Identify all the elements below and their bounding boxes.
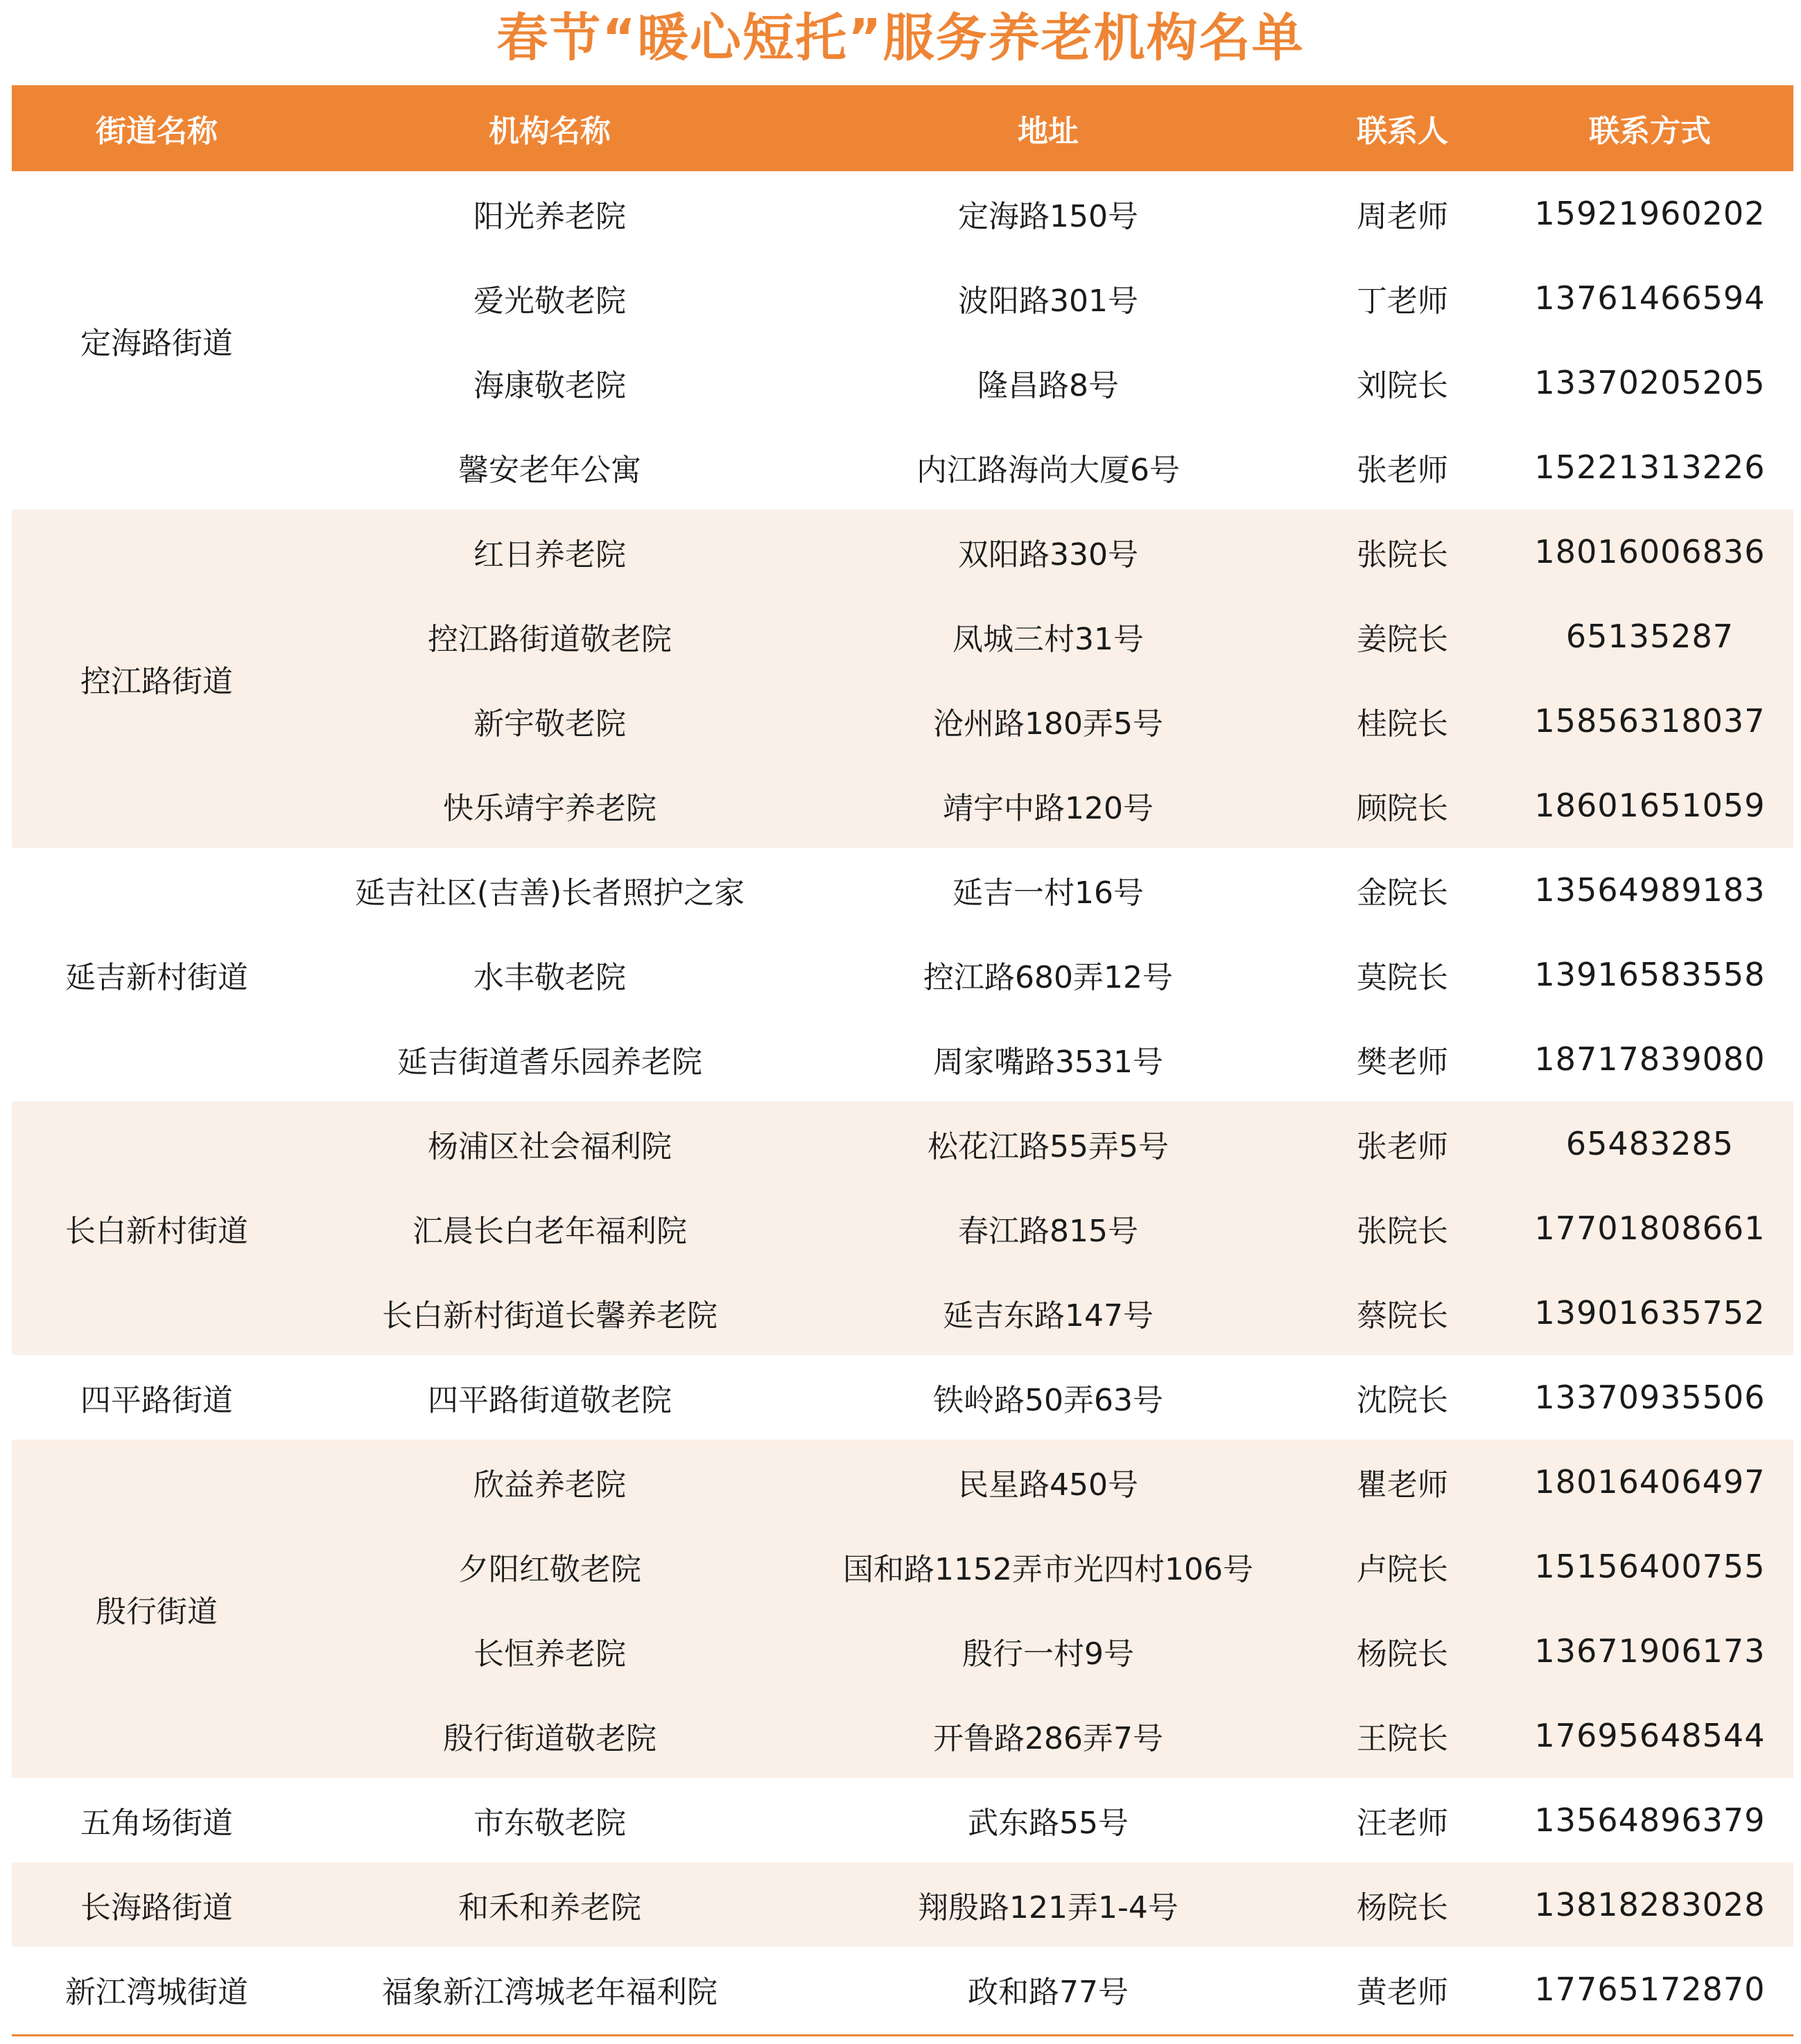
bottom-divider (12, 2034, 1793, 2036)
contact-person-cell: 丁老师 (1298, 256, 1506, 340)
street-group (12, 1101, 1793, 1355)
institution-table (12, 85, 1793, 2032)
address-cell: 定海路150号 (798, 171, 1298, 256)
phone-cell: 17701808661 (1506, 1186, 1793, 1270)
table-row (12, 1355, 1793, 1440)
contact-person-cell: 周老师 (1298, 171, 1506, 256)
address-cell: 松花江路55弄5号 (798, 1101, 1298, 1186)
street-group (12, 509, 1793, 848)
phone-cell: 13370935506 (1506, 1355, 1793, 1440)
contact-person-cell: 顾院长 (1298, 763, 1506, 848)
street-name-cell: 五角场街道 (12, 1778, 302, 1862)
street-name-cell: 长海路街道 (12, 1862, 302, 1947)
address-cell: 周家嘴路3531号 (798, 1017, 1298, 1101)
table-row (12, 1101, 1793, 1186)
street-group (12, 848, 1793, 1101)
institution-name-cell: 快乐靖宇养老院 (302, 763, 798, 848)
phone-cell: 18601651059 (1506, 763, 1793, 848)
address-cell: 春江路815号 (798, 1186, 1298, 1270)
contact-person-cell: 瞿老师 (1298, 1440, 1506, 1524)
contact-person-cell: 桂院长 (1298, 679, 1506, 763)
contact-person-cell: 张老师 (1298, 1101, 1506, 1186)
institution-name-cell: 红日养老院 (302, 509, 798, 594)
street-name-cell: 新江湾城街道 (12, 1947, 302, 2032)
institution-name-cell: 市东敬老院 (302, 1778, 798, 1862)
institution-name-cell: 长恒养老院 (302, 1609, 798, 1693)
institution-name-cell: 和禾和养老院 (302, 1862, 798, 1947)
contact-person-cell: 张院长 (1298, 1186, 1506, 1270)
header-institution: 机构名称 (302, 85, 798, 171)
page-title: 春节“暖心短托”服务养老机构名单 (496, 8, 1305, 68)
table-row (12, 509, 1793, 594)
header-address: 地址 (798, 85, 1298, 171)
contact-person-cell: 卢院长 (1298, 1524, 1506, 1609)
phone-cell: 15156400755 (1506, 1524, 1793, 1609)
table-row (12, 1947, 1793, 2032)
header-street: 街道名称 (12, 85, 302, 171)
phone-cell: 65483285 (1506, 1101, 1793, 1186)
phone-cell: 18016006836 (1506, 509, 1793, 594)
street-group (12, 1862, 1793, 1947)
address-cell: 波阳路301号 (798, 256, 1298, 340)
address-cell: 内江路海尚大厦6号 (798, 425, 1298, 509)
street-group (12, 1355, 1793, 1440)
street-name-cell: 延吉新村街道 (12, 848, 302, 1101)
street-group (12, 171, 1793, 509)
header-contact-person: 联系人 (1298, 85, 1506, 171)
institution-name-cell: 阳光养老院 (302, 171, 798, 256)
header-phone: 联系方式 (1506, 85, 1793, 171)
contact-person-cell: 樊老师 (1298, 1017, 1506, 1101)
phone-cell: 17765172870 (1506, 1947, 1793, 2032)
phone-cell: 13370205205 (1506, 340, 1793, 425)
address-cell: 武东路55号 (798, 1778, 1298, 1862)
contact-person-cell: 莫院长 (1298, 932, 1506, 1017)
contact-person-cell: 蔡院长 (1298, 1270, 1506, 1355)
institution-name-cell: 欣益养老院 (302, 1440, 798, 1524)
institution-name-cell: 延吉街道耆乐园养老院 (302, 1017, 798, 1101)
street-name-cell: 四平路街道 (12, 1355, 302, 1440)
phone-cell: 13761466594 (1506, 256, 1793, 340)
contact-person-cell: 刘院长 (1298, 340, 1506, 425)
phone-cell: 15221313226 (1506, 425, 1793, 509)
address-cell: 延吉一村16号 (798, 848, 1298, 932)
address-cell: 控江路680弄12号 (798, 932, 1298, 1017)
table-row (12, 1778, 1793, 1862)
table-row (12, 1862, 1793, 1947)
address-cell: 开鲁路286弄7号 (798, 1693, 1298, 1778)
address-cell: 沧州路180弄5号 (798, 679, 1298, 763)
phone-cell: 13671906173 (1506, 1609, 1793, 1693)
contact-person-cell: 张院长 (1298, 509, 1506, 594)
institution-name-cell: 福象新江湾城老年福利院 (302, 1947, 798, 2032)
address-cell: 殷行一村9号 (798, 1609, 1298, 1693)
institution-name-cell: 四平路街道敬老院 (302, 1355, 798, 1440)
address-cell: 靖宇中路120号 (798, 763, 1298, 848)
institution-name-cell: 海康敬老院 (302, 340, 798, 425)
contact-person-cell: 黄老师 (1298, 1947, 1506, 2032)
table-header (12, 85, 1793, 171)
contact-person-cell: 王院长 (1298, 1693, 1506, 1778)
address-cell: 翔殷路121弄1-4号 (798, 1862, 1298, 1947)
phone-cell: 15856318037 (1506, 679, 1793, 763)
table-row (12, 171, 1793, 256)
street-name-cell: 殷行街道 (12, 1440, 302, 1778)
phone-cell: 65135287 (1506, 594, 1793, 679)
contact-person-cell: 沈院长 (1298, 1355, 1506, 1440)
address-cell: 铁岭路50弄63号 (798, 1355, 1298, 1440)
phone-cell: 18016406497 (1506, 1440, 1793, 1524)
institution-name-cell: 控江路街道敬老院 (302, 594, 798, 679)
institution-name-cell: 殷行街道敬老院 (302, 1693, 798, 1778)
contact-person-cell: 杨院长 (1298, 1609, 1506, 1693)
phone-cell: 13564989183 (1506, 848, 1793, 932)
street-group (12, 1440, 1793, 1778)
header-row (12, 85, 1793, 171)
institution-name-cell: 新宇敬老院 (302, 679, 798, 763)
address-cell: 隆昌路8号 (798, 340, 1298, 425)
institution-name-cell: 杨浦区社会福利院 (302, 1101, 798, 1186)
phone-cell: 17695648544 (1506, 1693, 1793, 1778)
phone-cell: 13818283028 (1506, 1862, 1793, 1947)
table-row (12, 1440, 1793, 1524)
institution-name-cell: 汇晨长白老年福利院 (302, 1186, 798, 1270)
address-cell: 国和路1152弄市光四村106号 (798, 1524, 1298, 1609)
phone-cell: 13901635752 (1506, 1270, 1793, 1355)
phone-cell: 15921960202 (1506, 171, 1793, 256)
address-cell: 民星路450号 (798, 1440, 1298, 1524)
address-cell: 双阳路330号 (798, 509, 1298, 594)
address-cell: 凤城三村31号 (798, 594, 1298, 679)
street-name-cell: 长白新村街道 (12, 1101, 302, 1355)
institution-name-cell: 夕阳红敬老院 (302, 1524, 798, 1609)
institution-name-cell: 馨安老年公寓 (302, 425, 798, 509)
phone-cell: 13916583558 (1506, 932, 1793, 1017)
address-cell: 政和路77号 (798, 1947, 1298, 2032)
street-group (12, 1778, 1793, 1862)
address-cell: 延吉东路147号 (798, 1270, 1298, 1355)
contact-person-cell: 杨院长 (1298, 1862, 1506, 1947)
phone-cell: 13564896379 (1506, 1778, 1793, 1862)
phone-cell: 18717839080 (1506, 1017, 1793, 1101)
institution-name-cell: 长白新村街道长馨养老院 (302, 1270, 798, 1355)
street-group (12, 1947, 1793, 2032)
contact-person-cell: 姜院长 (1298, 594, 1506, 679)
table-row (12, 848, 1793, 932)
contact-person-cell: 金院长 (1298, 848, 1506, 932)
contact-person-cell: 汪老师 (1298, 1778, 1506, 1862)
institution-name-cell: 延吉社区(吉善)长者照护之家 (302, 848, 798, 932)
street-name-cell: 定海路街道 (12, 171, 302, 509)
institution-name-cell: 爱光敬老院 (302, 256, 798, 340)
institution-name-cell: 水丰敬老院 (302, 932, 798, 1017)
street-name-cell: 控江路街道 (12, 509, 302, 848)
contact-person-cell: 张老师 (1298, 425, 1506, 509)
